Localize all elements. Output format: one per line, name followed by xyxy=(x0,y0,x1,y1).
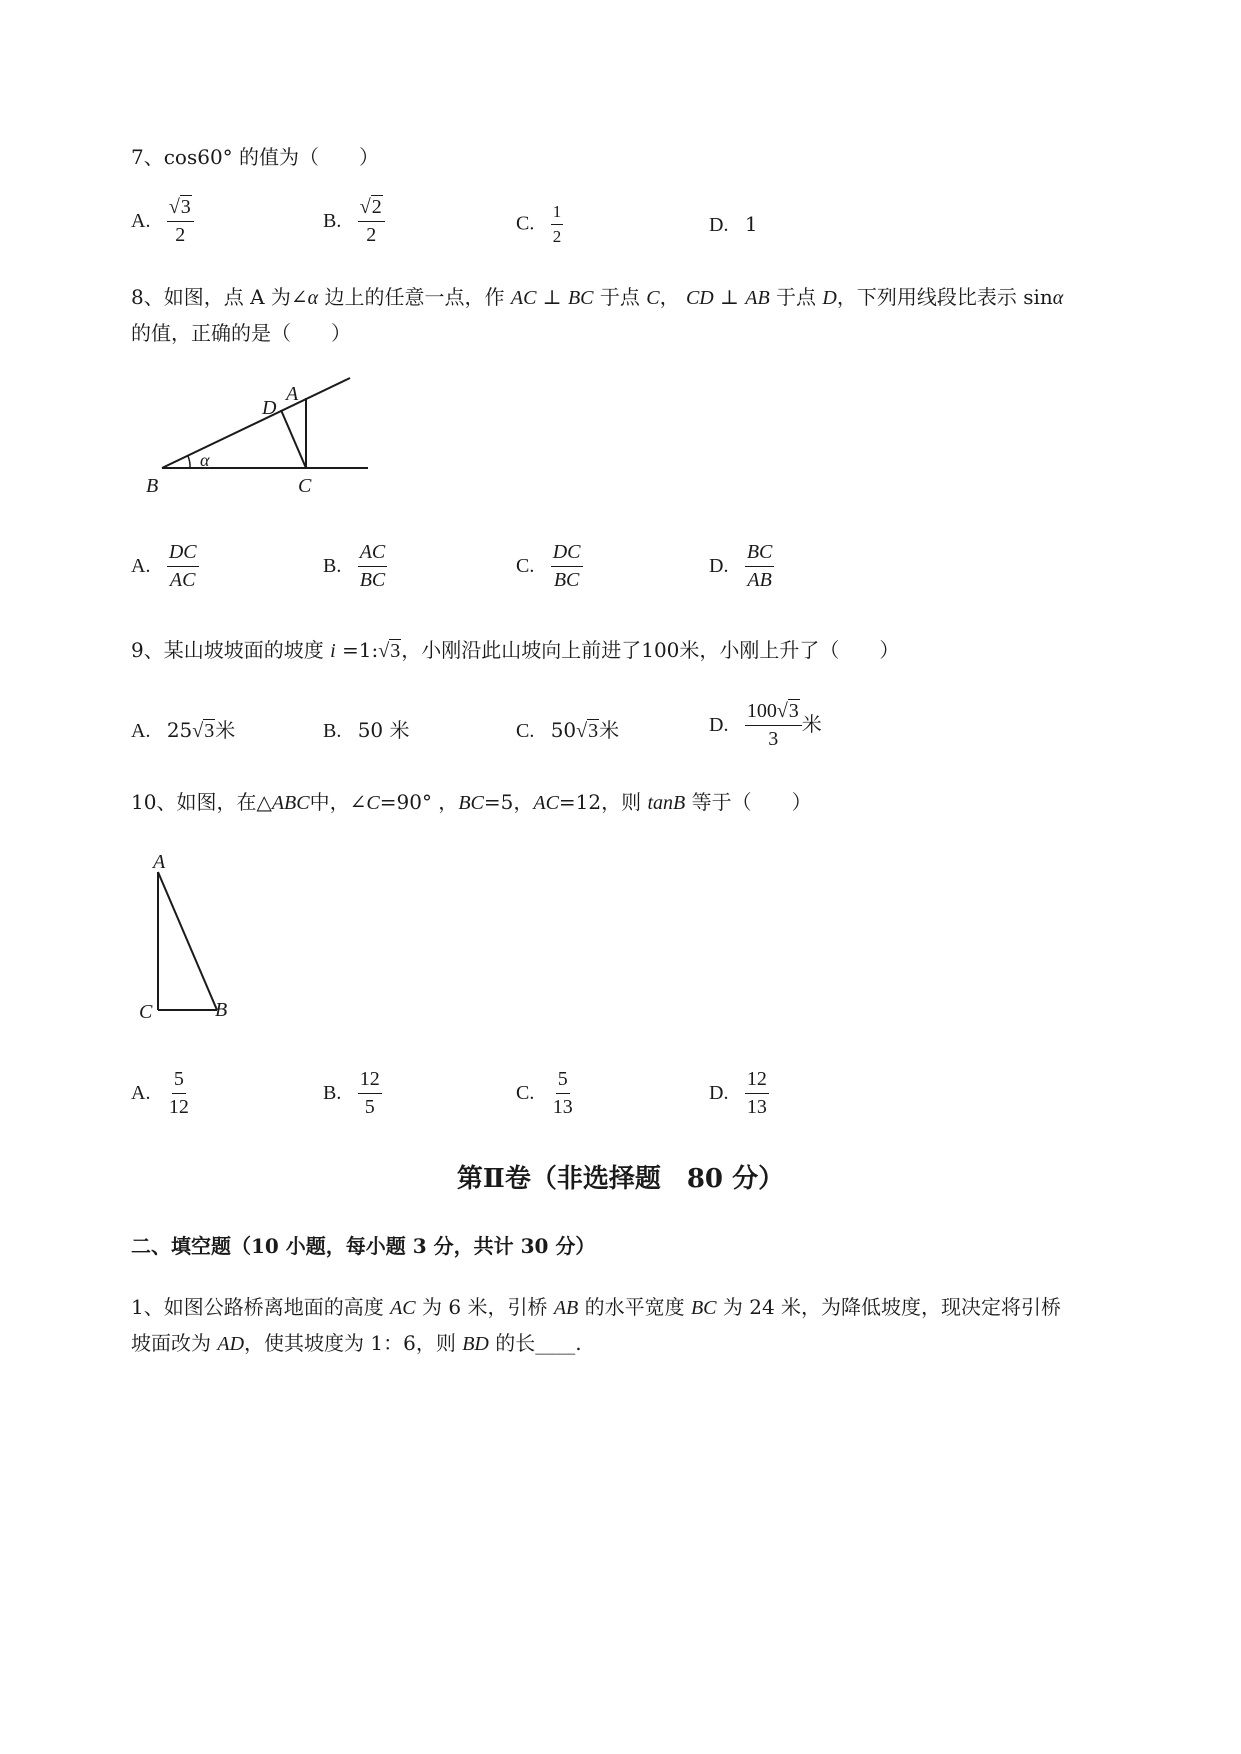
fraction: $\frac{DC}{AC}$ xyxy=(168,541,197,591)
fraction: $\frac{BC}{AB}$ xyxy=(746,541,773,591)
q8-option-c[interactable] xyxy=(516,541,583,592)
q8-figure xyxy=(140,370,380,500)
q9-option-c[interactable]: C. 50√3米 xyxy=(516,718,620,742)
option-label: B. xyxy=(323,720,342,742)
label-d: D xyxy=(262,397,277,419)
sqrt: √3 xyxy=(776,700,799,722)
fill1-line2: 坡面改为 AD，使其坡度为 1：6，则 BD 的长____. xyxy=(131,1331,582,1355)
q9-stem: 9、某山坡坡面的坡度 i =1:√3，小刚沿此山坡向上前进了100米，小刚上升了（ ） xyxy=(131,638,900,662)
label-c: C xyxy=(139,1001,153,1023)
sqrt: √3 xyxy=(378,640,401,662)
option-value: 1 xyxy=(744,212,758,236)
option-label: D. xyxy=(709,214,729,236)
option-label: B. xyxy=(323,210,342,232)
option-label: A. xyxy=(131,1082,151,1104)
q9-option-d[interactable]: D. $\frac{100√3}{3}$ 米 xyxy=(709,700,822,750)
sqrt: √3 xyxy=(168,196,191,218)
q8-stem-line1: 8、如图，点 A 为∠α 边上的任意一点，作 AC ⊥ BC 于点 C， CD ⊥ AB 于点 D，下列用线段比表示 sinα xyxy=(131,285,1064,309)
option-label: D. xyxy=(709,555,729,577)
fraction: $\frac{√2}{2}$ xyxy=(358,196,385,247)
q9-option-b[interactable]: B. 50 米 xyxy=(323,718,410,742)
q10-option-a[interactable] xyxy=(131,1068,191,1119)
q10-option-d[interactable] xyxy=(709,1068,769,1119)
option-label: B. xyxy=(323,1082,342,1104)
q10-stem: 10、如图，在△ABC中，∠C=90° ，BC=5，AC=12，则 tanB 等于（ ） xyxy=(131,790,812,814)
q8-option-a[interactable] xyxy=(131,541,199,592)
option-label: B. xyxy=(323,555,342,577)
fraction: $\frac{AC}{BC}$ xyxy=(359,541,386,591)
fraction: $\frac{5}{12}$ xyxy=(168,1068,189,1118)
option-label: C. xyxy=(516,1082,535,1104)
option-label: D. xyxy=(709,714,729,736)
option-label: D. xyxy=(709,1082,729,1104)
sqrt: √3 xyxy=(576,720,599,742)
section-subtitle: 二、填空题（10 小题，每小题 3 分，共计 30 分） xyxy=(131,1234,596,1258)
fraction: $\frac{12}{5}$ xyxy=(359,1068,380,1118)
q9-option-a[interactable]: A. 25√3米 xyxy=(131,718,236,742)
q10-option-b[interactable] xyxy=(323,1068,382,1119)
option-label: C. xyxy=(516,720,535,742)
q10-figure xyxy=(135,850,245,1025)
label-a: A xyxy=(286,383,299,405)
label-b: B xyxy=(146,475,159,497)
fraction: $\frac{12}{13}$ xyxy=(746,1068,767,1118)
fill1-line1: 1、如图公路桥离地面的高度 AC 为 6 米，引桥 AB 的水平宽度 BC 为 24 米，为降低坡度，现决定将引桥 xyxy=(131,1295,1062,1319)
fraction: $\frac{DC}{BC}$ xyxy=(552,541,581,591)
q7-option-b[interactable] xyxy=(323,196,385,247)
q8-option-d[interactable] xyxy=(709,541,774,592)
section-title: 第Ⅱ卷（非选择题 80 分） xyxy=(456,1164,785,1194)
fraction: $\frac{100√3}{3}$ xyxy=(745,700,802,751)
q7-option-d[interactable] xyxy=(709,212,758,237)
option-label: A. xyxy=(131,720,151,742)
q7-stem: 7、cos60° 的值为（ ） xyxy=(131,145,380,169)
option-label: A. xyxy=(131,210,151,232)
label-a: A xyxy=(153,851,166,873)
label-c: C xyxy=(298,475,312,497)
label-alpha: α xyxy=(200,450,210,470)
fraction: $\frac{5}{13}$ xyxy=(552,1068,573,1118)
label-b: B xyxy=(215,999,228,1021)
option-label: C. xyxy=(516,555,535,577)
q8-stem-line2: 的值，正确的是（ ） xyxy=(131,321,351,345)
sqrt: √2 xyxy=(359,196,382,218)
q7-option-c[interactable] xyxy=(516,202,563,246)
option-label: C. xyxy=(516,212,535,235)
q8-option-b[interactable] xyxy=(323,541,387,592)
option-label: A. xyxy=(131,555,151,577)
q10-option-c[interactable] xyxy=(516,1068,575,1119)
q7-option-a[interactable] xyxy=(131,196,194,247)
fraction: $\frac{√3}{2}$ xyxy=(167,196,194,247)
sqrt: √3 xyxy=(192,720,215,742)
fraction: $\frac{1}{2}$ xyxy=(552,202,562,246)
